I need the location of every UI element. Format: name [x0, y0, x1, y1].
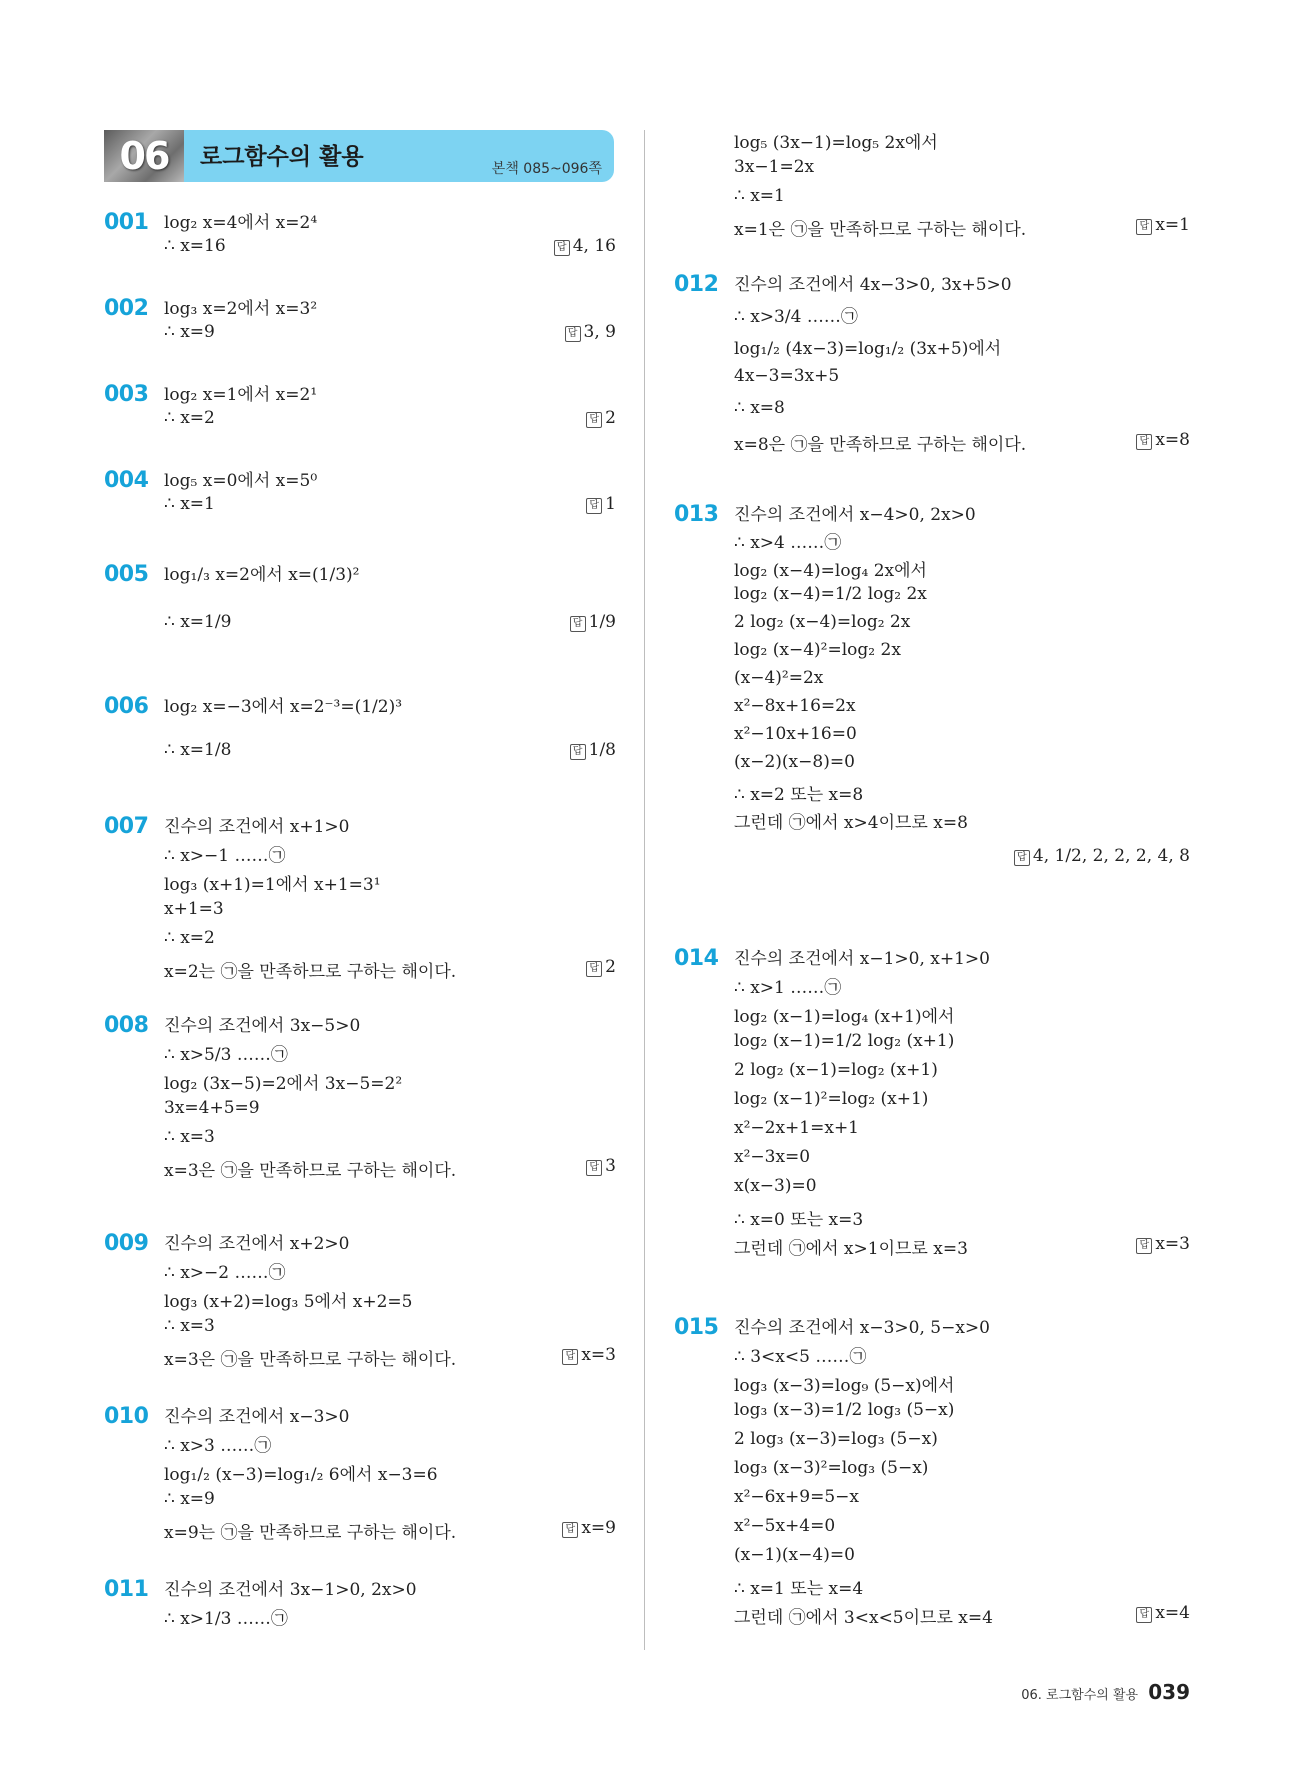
- solution-line: ∴ x>1 ……㉠: [734, 978, 842, 998]
- solution-line: 진수의 조건에서 x−3>0, 5−x>0: [734, 1318, 990, 1338]
- answer: [565, 322, 616, 342]
- solution-line: ∴ x=1: [164, 494, 215, 514]
- problem-number: 014: [674, 946, 719, 971]
- solution-line: x=2는 ㉠을 만족하므로 구하는 해이다.: [164, 962, 457, 982]
- solution-line: ∴ x=1/8: [164, 740, 232, 760]
- answer: [562, 1518, 616, 1538]
- solution-line: log₂ (x−4)²=log₂ 2x: [734, 640, 901, 660]
- solution-line: ∴ x>3/4 ……㉠: [734, 307, 858, 327]
- answer: [586, 957, 616, 977]
- solution-line: x²−2x+1=x+1: [734, 1118, 860, 1138]
- solution-line: log₃ (x−3)=1/2 log₃ (5−x): [734, 1400, 955, 1420]
- solution-line: log₁/₂ (4x−3)=log₁/₂ (3x+5)에서: [734, 339, 1002, 359]
- footer-label: 06. 로그함수의 활용: [1021, 1688, 1139, 1703]
- solution-line: 3x=4+5=9: [164, 1098, 260, 1118]
- solution-line: 2 log₃ (x−3)=log₃ (5−x): [734, 1429, 938, 1449]
- solution-line: ∴ x=0 또는 x=3: [734, 1210, 864, 1230]
- solution-line: ∴ x=2 또는 x=8: [734, 785, 864, 805]
- solution-line: x=3은 ㉠을 만족하므로 구하는 해이다.: [164, 1350, 457, 1370]
- solution-line: ∴ x>4 ……㉠: [734, 533, 842, 553]
- solution-line: log₂ (x−4)=log₄ 2x에서: [734, 561, 927, 581]
- solution-line: x²−3x=0: [734, 1147, 811, 1167]
- problem-number: 002: [104, 296, 149, 321]
- answer-icon: 답: [586, 498, 602, 514]
- answer-icon: 답: [1136, 434, 1152, 450]
- solution-line: x²−5x+4=0: [734, 1516, 836, 1536]
- solution-line: (x−2)(x−8)=0: [734, 752, 855, 772]
- answer-icon: 답: [1014, 850, 1030, 866]
- solution-line: log₃ (x−3)=log₉ (5−x)에서: [734, 1376, 955, 1396]
- solution-line: 그런데 ㉠에서 x>4이므로 x=8: [734, 813, 968, 833]
- solution-line: log₂ (3x−5)=2에서 3x−5=2²: [164, 1074, 403, 1094]
- answer-value: 4, 16: [572, 236, 616, 256]
- answer-value: x=9: [581, 1518, 616, 1538]
- solution-line: 진수의 조건에서 x+2>0: [164, 1234, 350, 1254]
- solution-line: log₃ (x+1)=1에서 x+1=3¹: [164, 875, 381, 895]
- solution-line: ∴ x=9: [164, 1489, 215, 1509]
- solution-line: ∴ 3<x<5 ……㉠: [734, 1347, 867, 1367]
- solution-line: 3x−1=2x: [734, 157, 815, 177]
- solution-line: log₂ (x−1)²=log₂ (x+1): [734, 1089, 929, 1109]
- problem-number: 007: [104, 814, 149, 839]
- solution-line: 진수의 조건에서 x−4>0, 2x>0: [734, 505, 976, 525]
- page-footer: [1021, 1680, 1190, 1704]
- problem-number: 012: [674, 272, 719, 297]
- solution-line: ∴ x>1/3 ……㉠: [164, 1609, 288, 1629]
- section-number: 06: [119, 134, 169, 178]
- solution-line: x²−8x+16=2x: [734, 696, 856, 716]
- answer: [586, 494, 616, 514]
- answer-value: 1/8: [588, 740, 616, 760]
- answer-icon: 답: [562, 1349, 578, 1365]
- answer-icon: 답: [1136, 1607, 1152, 1623]
- solution-line: ∴ x=9: [164, 322, 215, 342]
- solution-line: ∴ x=1 또는 x=4: [734, 1579, 864, 1599]
- answer: [570, 612, 616, 632]
- solution-line: 2 log₂ (x−1)=log₂ (x+1): [734, 1060, 938, 1080]
- answer-icon: 답: [565, 326, 581, 342]
- answer-value: x=8: [1155, 430, 1190, 450]
- answer-value: 2: [605, 957, 616, 977]
- page-number: 039: [1148, 1680, 1190, 1704]
- answer-value: x=3: [581, 1345, 616, 1365]
- solution-line: log₃ (x+2)=log₃ 5에서 x+2=5: [164, 1292, 413, 1312]
- section-header: [104, 130, 614, 182]
- answer: [1014, 846, 1190, 866]
- solution-line: 진수의 조건에서 4x−3>0, 3x+5>0: [734, 275, 1012, 295]
- solution-line: ∴ x=3: [164, 1316, 215, 1336]
- solution-line: x(x−3)=0: [734, 1176, 817, 1196]
- problem-number: 003: [104, 382, 149, 407]
- answer-value: 3, 9: [583, 322, 616, 342]
- answer-value: 3: [605, 1156, 616, 1176]
- problem-number: 009: [104, 1231, 149, 1256]
- solution-line: 그런데 ㉠에서 3<x<5이므로 x=4: [734, 1608, 993, 1628]
- answer-icon: 답: [554, 240, 570, 256]
- solution-line: log₁/₃ x=2에서 x=(1/3)²: [164, 565, 360, 585]
- solution-line: log₃ x=2에서 x=3²: [164, 299, 318, 319]
- answer: [1136, 215, 1190, 235]
- solution-line: ∴ x=3: [164, 1127, 215, 1147]
- problem-number: 015: [674, 1315, 719, 1340]
- solution-line: log₂ x=−3에서 x=2⁻³=(1/2)³: [164, 697, 403, 717]
- solution-line: 2 log₂ (x−4)=log₂ 2x: [734, 612, 911, 632]
- solution-line: log₁/₂ (x−3)=log₁/₂ 6에서 x−3=6: [164, 1465, 438, 1485]
- answer-value: x=4: [1155, 1603, 1190, 1623]
- solution-line: 그런데 ㉠에서 x>1이므로 x=3: [734, 1239, 968, 1259]
- answer-icon: 답: [1136, 1238, 1152, 1254]
- solution-line: ∴ x=2: [164, 408, 215, 428]
- solution-line: log₂ x=4에서 x=2⁴: [164, 213, 318, 233]
- solution-line: x=9는 ㉠을 만족하므로 구하는 해이다.: [164, 1523, 457, 1543]
- solution-line: x=3은 ㉠을 만족하므로 구하는 해이다.: [164, 1161, 457, 1181]
- solution-line: 진수의 조건에서 x−3>0: [164, 1407, 350, 1427]
- problem-number: 004: [104, 468, 149, 493]
- answer-value: x=3: [1155, 1234, 1190, 1254]
- answer: [562, 1345, 616, 1365]
- answer: [570, 740, 616, 760]
- solution-line: 진수의 조건에서 3x−1>0, 2x>0: [164, 1580, 417, 1600]
- answer: [1136, 1234, 1190, 1254]
- solution-line: log₃ (x−3)²=log₃ (5−x): [734, 1458, 929, 1478]
- problem-number: 001: [104, 210, 149, 235]
- column-divider: [644, 130, 645, 1650]
- solution-line: ∴ x=8: [734, 398, 785, 418]
- solution-line: 진수의 조건에서 x+1>0: [164, 817, 350, 837]
- answer: [1136, 430, 1190, 450]
- solution-line: ∴ x>5/3 ……㉠: [164, 1045, 288, 1065]
- answer-icon: 답: [586, 412, 602, 428]
- solution-line: ∴ x>3 ……㉠: [164, 1436, 272, 1456]
- solution-line: x=1은 ㉠을 만족하므로 구하는 해이다.: [734, 220, 1027, 240]
- solution-line: log₂ (x−1)=1/2 log₂ (x+1): [734, 1031, 955, 1051]
- problem-number: 005: [104, 562, 149, 587]
- solution-line: ∴ x>−2 ……㉠: [164, 1263, 286, 1283]
- solution-line: log₂ (x−4)=1/2 log₂ 2x: [734, 584, 927, 604]
- problem-number: 011: [104, 1577, 149, 1602]
- solution-line: log₅ (3x−1)=log₅ 2x에서: [734, 133, 938, 153]
- problem-number: 013: [674, 502, 719, 527]
- solution-line: ∴ x=1: [734, 186, 785, 206]
- answer-value: 4, 1/2, 2, 2, 2, 4, 8: [1032, 846, 1190, 866]
- answer-icon: 답: [1136, 219, 1152, 235]
- solution-line: x+1=3: [164, 899, 224, 919]
- solution-line: 4x−3=3x+5: [734, 366, 840, 386]
- problem-number: 006: [104, 694, 149, 719]
- solution-line: log₂ x=1에서 x=2¹: [164, 385, 318, 405]
- answer: [554, 236, 616, 256]
- section-page-ref: 본책 085~096쪽: [491, 161, 602, 177]
- solution-line: 진수의 조건에서 3x−5>0: [164, 1016, 361, 1036]
- answer-icon: 답: [570, 744, 586, 760]
- answer-icon: 답: [562, 1522, 578, 1538]
- answer-value: 1: [605, 494, 616, 514]
- answer: [1136, 1603, 1190, 1623]
- solution-line: x=8은 ㉠을 만족하므로 구하는 해이다.: [734, 435, 1027, 455]
- answer-value: x=1: [1155, 215, 1190, 235]
- solution-line: x²−10x+16=0: [734, 724, 857, 744]
- solution-line: ∴ x=1/9: [164, 612, 232, 632]
- solution-line: x²−6x+9=5−x: [734, 1487, 860, 1507]
- answer: [586, 408, 616, 428]
- solution-line: ∴ x>−1 ……㉠: [164, 846, 286, 866]
- solution-line: (x−1)(x−4)=0: [734, 1545, 855, 1565]
- solution-line: 진수의 조건에서 x−1>0, x+1>0: [734, 949, 990, 969]
- solution-line: (x−4)²=2x: [734, 668, 824, 688]
- solution-line: ∴ x=2: [164, 928, 215, 948]
- problem-number: 010: [104, 1404, 149, 1429]
- solution-line: ∴ x=16: [164, 236, 226, 256]
- answer: [586, 1156, 616, 1176]
- answer-icon: 답: [586, 961, 602, 977]
- answer-icon: 답: [586, 1160, 602, 1176]
- solution-line: log₂ (x−1)=log₄ (x+1)에서: [734, 1007, 955, 1027]
- answer-value: 1/9: [588, 612, 616, 632]
- answer-icon: 답: [570, 616, 586, 632]
- problem-number: 008: [104, 1013, 149, 1038]
- answer-value: 2: [605, 408, 616, 428]
- section-title: 로그함수의 활용: [200, 144, 364, 170]
- solution-line: log₅ x=0에서 x=5⁰: [164, 471, 318, 491]
